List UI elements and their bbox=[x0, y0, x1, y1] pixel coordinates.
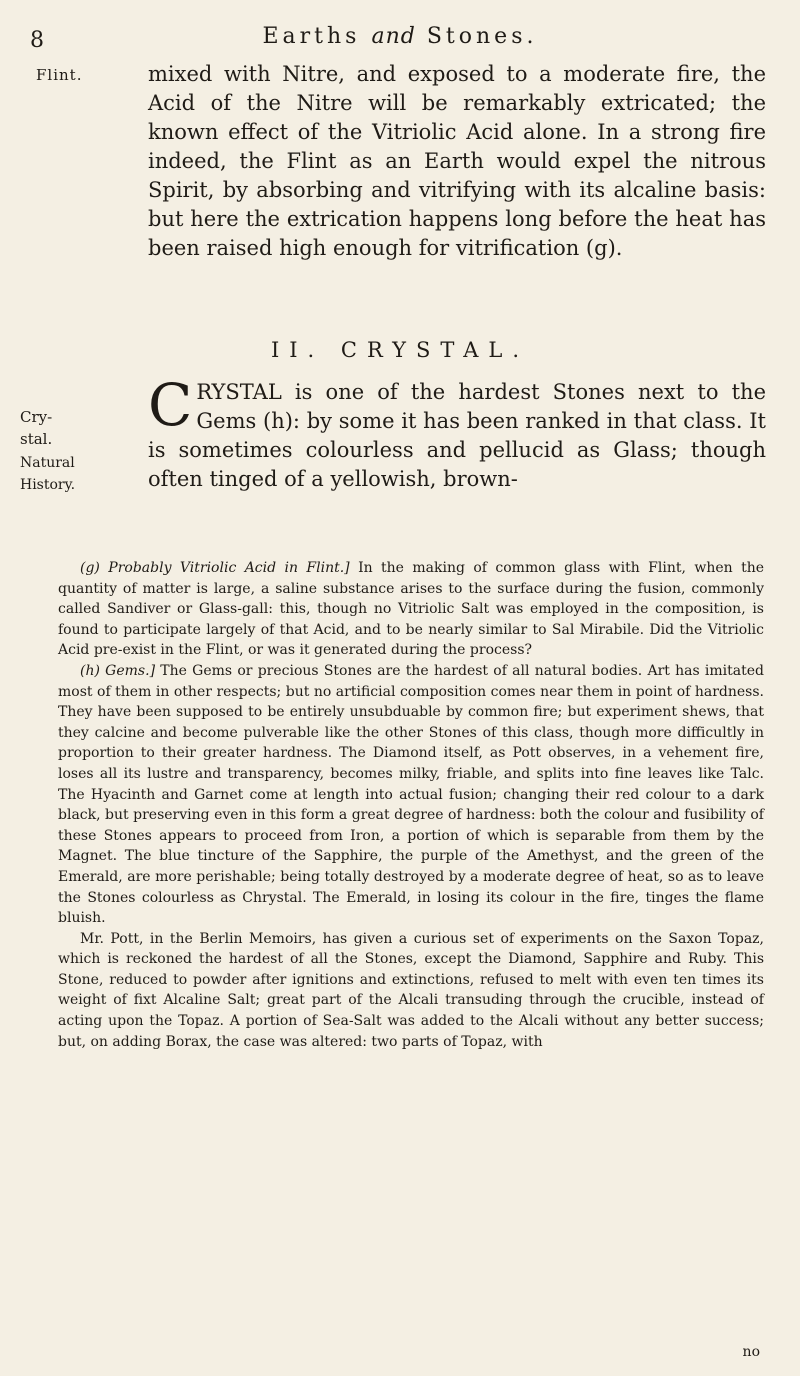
margin-note-natural-line2: History. bbox=[20, 477, 76, 493]
footnote-g-label: (g) Probably Vitriolic Acid in Flint.] bbox=[80, 560, 350, 576]
running-head-part2: Stones. bbox=[426, 24, 538, 49]
page-number: 8 bbox=[30, 28, 44, 53]
footnote-h-text: The Gems or precious Stones are the hardest of all natural bodies. Art has imitated most of them in other respects; but no artificial composition comes near them in point of hardness. They have been supposed to be entirely unsubduable by common fire; but experiment shews, that they calcine and become pulverable like the other Stones of this class, though more difficultly in proportion to their greater hardness. The Diamond itself, as Pott observes, in a vehement fire, loses all its lustre and transparency, becomes milky, friable, and splits into fine leaves like Talc. The Hyacinth and Garnet come at length into actual fusion; changing their red colour to a dark black, but preserving even in this form a great degree of hardness: both the colour and fusibility of these Stones appears to proceed from Iron, a portion of which is separable from them by the Magnet. The blue tincture of the Sapphire, the purple of the Amethyst, and the green of the Emerald, are more perishable; being totally destroyed by a moderate degree of heat, so as to leave the Stones colourless as Chrystal. The Emerald, in losing its colour in the fire, tinges the flame bluish. bbox=[58, 662, 764, 927]
flint-paragraph-text: mixed with Nitre, and exposed to a moderate fire, the Acid of the Nitre will be remarkably extricated; the known effect of the Vitriolic Acid alone. In a strong fire indeed, the Flint as an Earth would expel the nitrous Spirit, by absorbing and vitrifying with its alcaline basis: but here the extrication happens long before the heat has been raised high enough for vitrification (g). bbox=[148, 62, 766, 260]
margin-note-crystal-line2: stal. bbox=[20, 430, 53, 448]
footnote-pott: Mr. Pott, in the Berlin Memoirs, has given a curious set of experiments on the Saxon Topaz, which is reckoned the hardest of all the Stones, except the Diamond, Sapphire and Ruby. This Stone, reduced to powder after ignitions and extinctions, refused to melt with even ten times its weight of fixt Alcaline Salt; great part of the Alcali transuding through the crucible, instead of acting upon the Topaz. A portion of Sea-Salt was added to the Alcali without any better success; but, on adding Borax, the case was altered: two parts of Topaz, with bbox=[58, 930, 764, 1050]
footnote-h-label: (h) Gems.] bbox=[80, 662, 156, 679]
drop-cap: C bbox=[148, 371, 193, 439]
running-head-and: and bbox=[371, 24, 416, 49]
running-head bbox=[0, 24, 800, 49]
section-heading: II. CRYSTAL. bbox=[270, 338, 530, 362]
flint-paragraph bbox=[148, 60, 766, 263]
crystal-paragraph-text: RYSTAL is one of the hardest Stones next to the Gems (h): by some it has been ranked in that class. It is sometimes colourless and pellucid as Glass; though often tinged of a yellowish, brown- bbox=[148, 380, 766, 491]
footnote-h bbox=[58, 661, 764, 929]
running-head-part1: Earths bbox=[262, 24, 361, 49]
footnote-g bbox=[58, 558, 764, 661]
margin-note-crystal bbox=[20, 406, 52, 450]
margin-note-flint: Flint. bbox=[36, 66, 83, 84]
footnotes bbox=[58, 558, 764, 1052]
footnote-g-text: In the making of common glass with Flint, when the quantity of matter is large, a saline substance arises to the surface during the fusion, commonly called Sandiver or Glass-gall: this, though no Vitriolic Salt was employed in the composition, is found to participate largely of that Acid, and to be nearly similar to Sal Mirabile. Did the Vitriolic Acid pre-exist in the Flint, or was it generated during the process? bbox=[58, 560, 765, 659]
margin-note-natural-history bbox=[20, 452, 75, 496]
catchword: no bbox=[742, 1344, 760, 1360]
crystal-paragraph bbox=[148, 371, 766, 494]
margin-note-natural-line1: Natural bbox=[20, 455, 75, 471]
margin-note-crystal-line1: Cry- bbox=[20, 408, 53, 426]
